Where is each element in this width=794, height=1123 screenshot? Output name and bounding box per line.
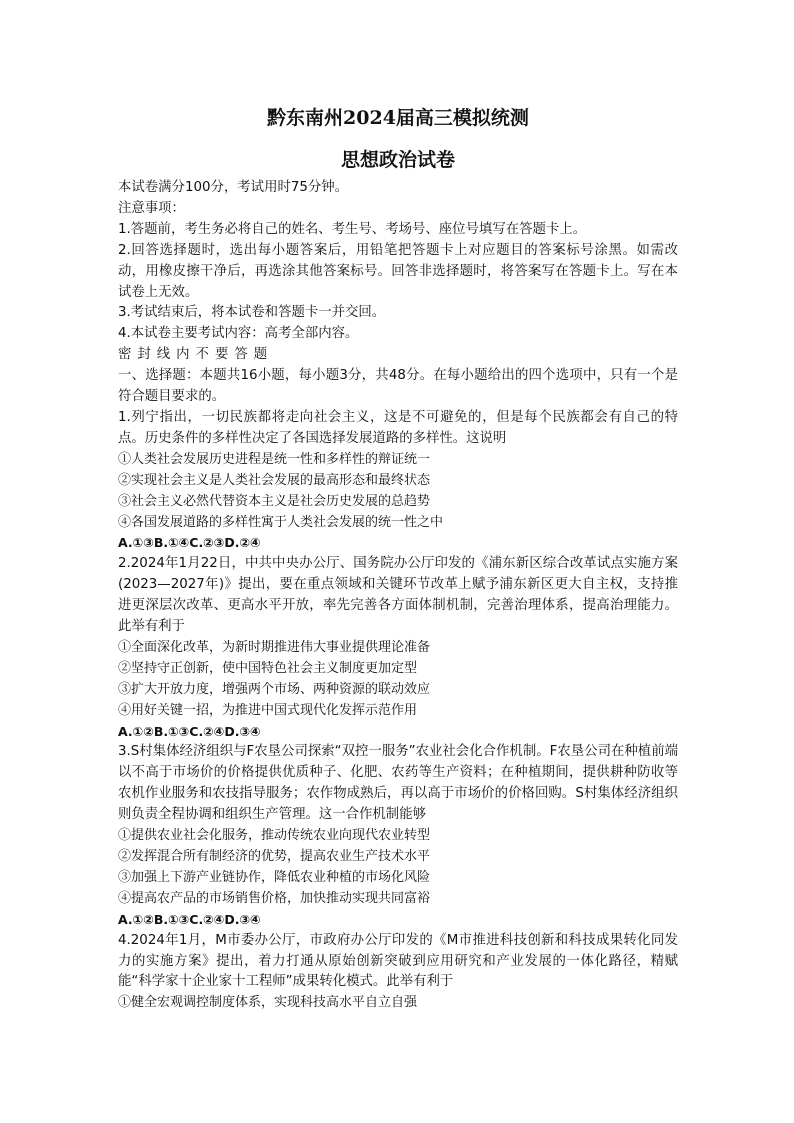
instructions (118, 178, 678, 345)
section-heading: 一、选择题：本题共16小题，每小题3分，共48分。在每小题给出的四个选项中，只有一个是符合题目要求的。 (118, 368, 678, 405)
option-1: ①提供农业社会化服务，推动传统农业向现代农业转型 (118, 828, 431, 844)
option-2: ②实现社会主义是人类社会发展的最高形态和最终状态 (118, 472, 431, 488)
option-1: ①全面深化改革，为新时期推进伟大事业提供理论准备 (118, 639, 431, 655)
question-4 (118, 931, 678, 1015)
notes-heading: 注意事项： (118, 200, 185, 216)
question-stem: 3.S村集体经济组织与F农垦公司探索“双控一服务”农业社会化合作机制。F农垦公司在种植前端以不高于市场价的价格提供优质种子、化肥、农药等生产资料；在种植期间，提供耕种防收等农机作业服务和农技指导服务；农作物成熟后，再以高于市场价的价格回购。S村集体经济组织则负责全程协调和组织生产管理。这一合作机制能够 (118, 744, 678, 823)
option-4: ④提高农产品的市场销售价格，加快推动实现共同富裕 (118, 890, 431, 906)
option-4: ④用好关键一招，为推进中国式现代化发挥示范作用 (118, 702, 418, 718)
question-stem: 2.2024年1月22日，中共中央办公厅、国务院办公厅印发的《浦东新区综合改革试点实施方案(2023—2027年)》提出，要在重点领域和关键环节改革上赋予浦东新区更大自主权，支持推进更深层次改革、更高水平开放，率先完善各方面体制机制，完善治理体系，提高治理能力。此举有利于 (118, 556, 678, 635)
note-3: 3.考试结束后，将本试卷和答题卡一并交回。 (118, 305, 386, 321)
option-3: ③社会主义必然代替资本主义是社会历史发展的总趋势 (118, 493, 431, 509)
note-2: 2.回答选择题时，选出每小题答案后，用铅笔把答题卡上对应题目的答案标号涂黑。如需改动，用橡皮擦干净后，再选涂其他答案标号。回答非选择题时，将答案写在答题卡上。写在本试卷上无效。 (118, 242, 678, 300)
note-1: 1.答题前，考生务必将自己的姓名、考生号、考场号、座位号填写在答题卡上。 (118, 221, 587, 237)
answer-choices: A.①③B.①④C.②③D.②④ (118, 535, 261, 551)
question-stem: 1.列宁指出，一切民族都将走向社会主义，这是不可避免的，但是每个民族都会有自己的特点。历史条件的多样性决定了各国选择发展道路的多样性。这说明 (118, 409, 678, 446)
seal-line-notice: 密封线内不要答题 (118, 347, 274, 363)
answer-choices: A.①②B.①③C.②④D.③④ (118, 911, 261, 927)
exam-title: 黔东南州2024届高三模拟统测 (267, 107, 529, 129)
option-3: ③加强上下游产业链协作，降低农业种植的市场化风险 (118, 869, 431, 885)
option-2: ②坚持守正创新，使中国特色社会主义制度更加定型 (118, 660, 418, 676)
option-3: ③扩大开放力度，增强两个市场、两种资源的联动效应 (118, 681, 431, 697)
question-3 (118, 742, 678, 930)
option-4: ④各国发展道路的多样性寓于人类社会发展的统一性之中 (118, 514, 444, 530)
question-stem: 4.2024年1月，M市委办公厅，市政府办公厅印发的《M市推进科技创新和科技成果转化同发力的实施方案》提出，着力打通从原始创新突破到应用研究和产业发展的一体化路径，精赋能“科学家十企业家十工程师”成果转化模式。此举有利于 (118, 932, 678, 990)
exam-subtitle: 思想政治试卷 (340, 149, 455, 171)
answer-choices: A.①②B.①③C.②④D.③④ (118, 723, 261, 739)
question-2 (118, 554, 678, 742)
option-1: ①健全宏观调控制度体系，实现科技高水平自立自强 (118, 995, 418, 1011)
exam-page (118, 100, 678, 1014)
option-2: ②发挥混合所有制经济的优势，提高农业生产技术水平 (118, 849, 431, 864)
score-info: 本试卷满分100分，考试用时75分钟。 (118, 180, 349, 195)
question-1 (118, 408, 678, 554)
option-1: ①人类社会发展历史进程是统一性和多样性的辩证统一 (118, 451, 431, 467)
note-4: 4.本试卷主要考试内容：高考全部内容。 (118, 326, 359, 342)
